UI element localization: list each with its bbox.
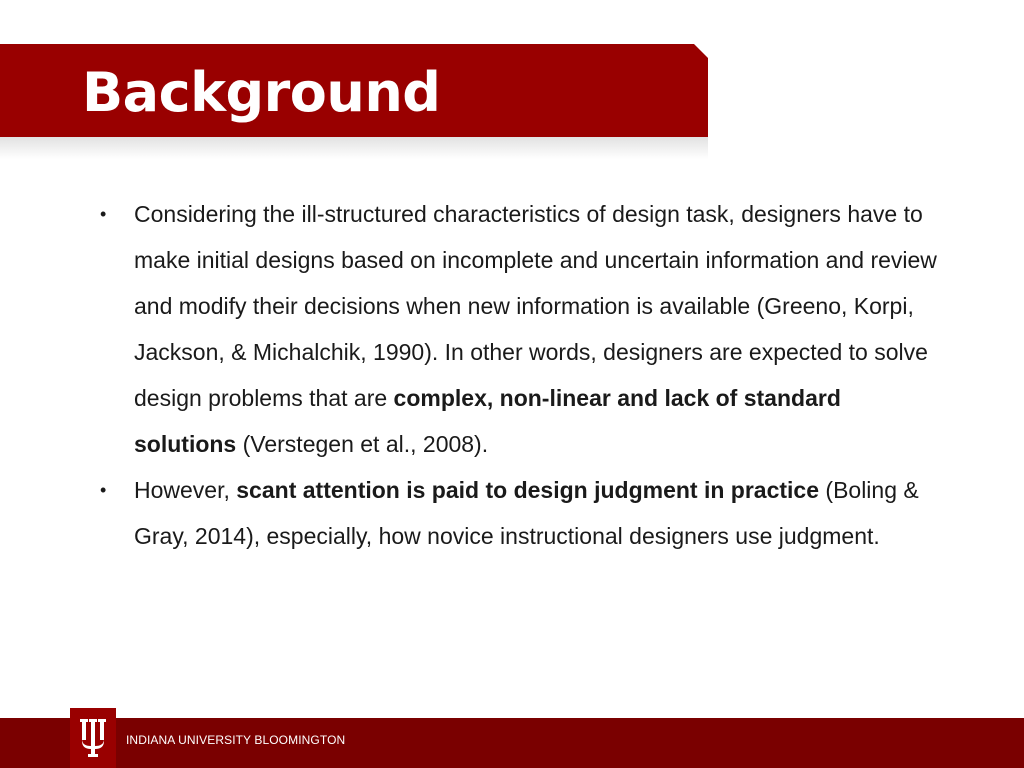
slide-title: Background (82, 61, 441, 124)
bullet-text: (Verstegen et al., 2008). (236, 431, 489, 457)
iu-logo (70, 708, 116, 768)
bullet-text: Considering the ill-structured characteristics of design task, designers have to make initial designs based on incomplete and uncertain information and review and modify their decisions when new information is available (Greeno, Korpi, Jackson, & Michalchik, 1990). In other words, designers are expected to solve design problems that are (134, 201, 937, 411)
trident-icon (78, 719, 108, 757)
bullet-emphasis: complex, non-linear and lack of standard solutions (134, 385, 841, 457)
bullet-text: However, (134, 477, 237, 503)
bullet-list (100, 191, 940, 559)
bullet-marker: • (100, 204, 107, 224)
bullet-item (100, 191, 940, 467)
footer-university-name: INDIANA UNIVERSITY BLOOMINGTON (126, 733, 346, 747)
bullet-text: (Boling & Gray, 2014), especially, how novice instructional designers use judgment. (134, 477, 919, 549)
bullet-emphasis: scant attention is paid to design judgment in practice (236, 477, 820, 503)
bullet-marker: • (100, 480, 107, 500)
bullet-item (100, 467, 940, 559)
title-banner-shadow (0, 137, 708, 159)
